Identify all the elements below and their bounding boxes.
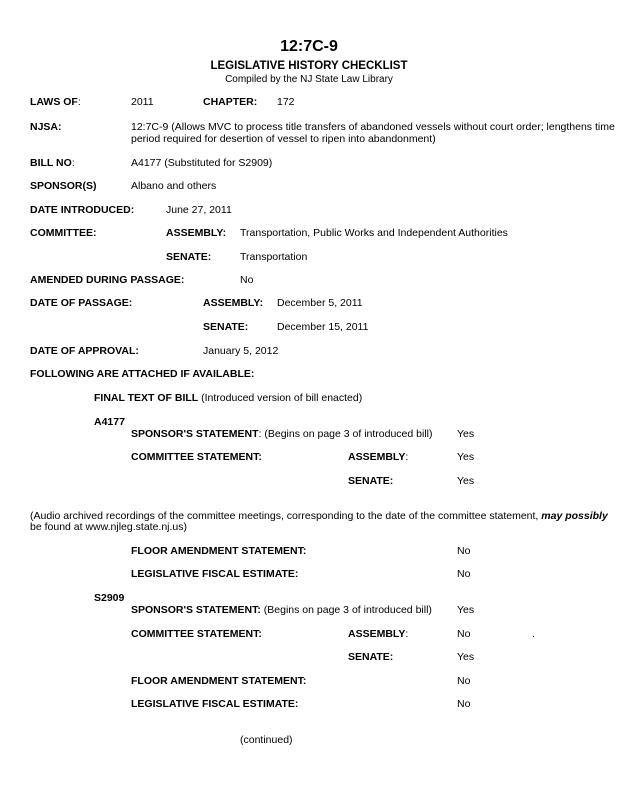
a4177-fiscal-value: No [457,568,471,580]
s2909-senate-label: SENATE: [348,651,394,663]
attached-heading: FOLLOWING ARE ATTACHED IF AVAILABLE: [30,368,255,380]
a4177-assembly-label: ASSEMBLY: [348,451,409,463]
compiled-by: Compiled by the NJ State Law Library [225,74,393,85]
s2909-fiscal-value: No [457,698,471,710]
a4177-floor-label: FLOOR AMENDMENT STATEMENT: [131,545,307,557]
s2909-senate-value: Yes [457,651,475,663]
a4177-assembly-value: Yes [457,451,475,463]
njsa-line-2: period required for desertion of vessel to ripen into abandonment) [131,133,436,145]
s2909-floor-value: No [457,675,471,687]
s2909-sponsor-value: Yes [457,604,475,616]
amended-label: AMENDED DURING PASSAGE: [30,274,185,286]
a4177-sponsor-value: Yes [457,428,475,440]
chapter-value: 172 [277,96,295,108]
committee-assembly-value: Transportation, Public Works and Independent Authorities [240,227,508,239]
continued-note: (continued) [240,734,293,746]
laws-of-value: 2011 [131,96,154,108]
passage-label: DATE OF PASSAGE: [30,297,133,309]
chapter-label: CHAPTER: [203,96,258,108]
date-introduced-label: DATE INTRODUCED: [30,204,135,216]
sponsors-value: Albano and others [131,180,217,192]
amended-value: No [240,274,254,286]
committee-label: COMMITTEE: [30,227,97,239]
bill-no-value: A4177 (Substituted for S2909) [131,157,273,169]
approval-value: January 5, 2012 [203,345,279,357]
njsa-label: NJSA: [30,121,62,133]
a4177-committee-label: COMMITTEE STATEMENT: [131,451,262,463]
a4177-senate-label: SENATE: [348,475,394,487]
s2909-committee-label: COMMITTEE STATEMENT: [131,628,262,640]
a4177-senate-value: Yes [457,475,475,487]
stray-period-mark: . [532,628,535,640]
committee-senate-label: SENATE: [166,251,212,263]
checklist-title: LEGISLATIVE HISTORY CHECKLIST [210,60,408,72]
final-text-line: FINAL TEXT OF BILL (Introduced version of bill enacted) [94,392,363,404]
a4177-fiscal-label: LEGISLATIVE FISCAL ESTIMATE: [131,568,299,580]
statute-number: 12:7C-9 [280,38,338,55]
passage-senate-value: December 15, 2011 [277,321,369,333]
a4177-sponsor-statement: SPONSOR'S STATEMENT: (Begins on page 3 of introduced bill) [131,428,433,440]
committee-senate-value: Transportation [240,251,308,263]
passage-senate-label: SENATE: [203,321,249,333]
njsa-line-1: 12:7C-9 (Allows MVC to process title transfers of abandoned vessels without court order; lengthens time [131,121,615,133]
committee-assembly-label: ASSEMBLY: [166,227,227,239]
s2909-assembly-value: No [457,628,471,640]
approval-label: DATE OF APPROVAL: [30,345,139,357]
sponsors-label: SPONSOR(S) [30,180,97,192]
s2909-floor-label: FLOOR AMENDMENT STATEMENT: [131,675,307,687]
s2909-bill-label: S2909 [94,592,125,604]
audio-note-line-2: be found at www.njleg.state.nj.us) [30,521,188,533]
s2909-sponsor-statement: SPONSOR'S STATEMENT: (Begins on page 3 of introduced bill) [131,604,432,616]
passage-assembly-label: ASSEMBLY: [203,297,264,309]
s2909-fiscal-label: LEGISLATIVE FISCAL ESTIMATE: [131,698,299,710]
date-introduced-value: June 27, 2011 [166,204,232,216]
laws-of-label: LAWS OF: [30,96,81,108]
passage-assembly-value: December 5, 2011 [277,297,363,309]
audio-note-line-1: (Audio archived recordings of the committee meetings, corresponding to the date of the committee statement, may possibly [30,510,608,522]
bill-no-label: BILL NO: [30,157,75,169]
a4177-bill-label: A4177 [94,416,125,428]
a4177-floor-value: No [457,545,471,557]
s2909-assembly-label: ASSEMBLY: [348,628,409,640]
